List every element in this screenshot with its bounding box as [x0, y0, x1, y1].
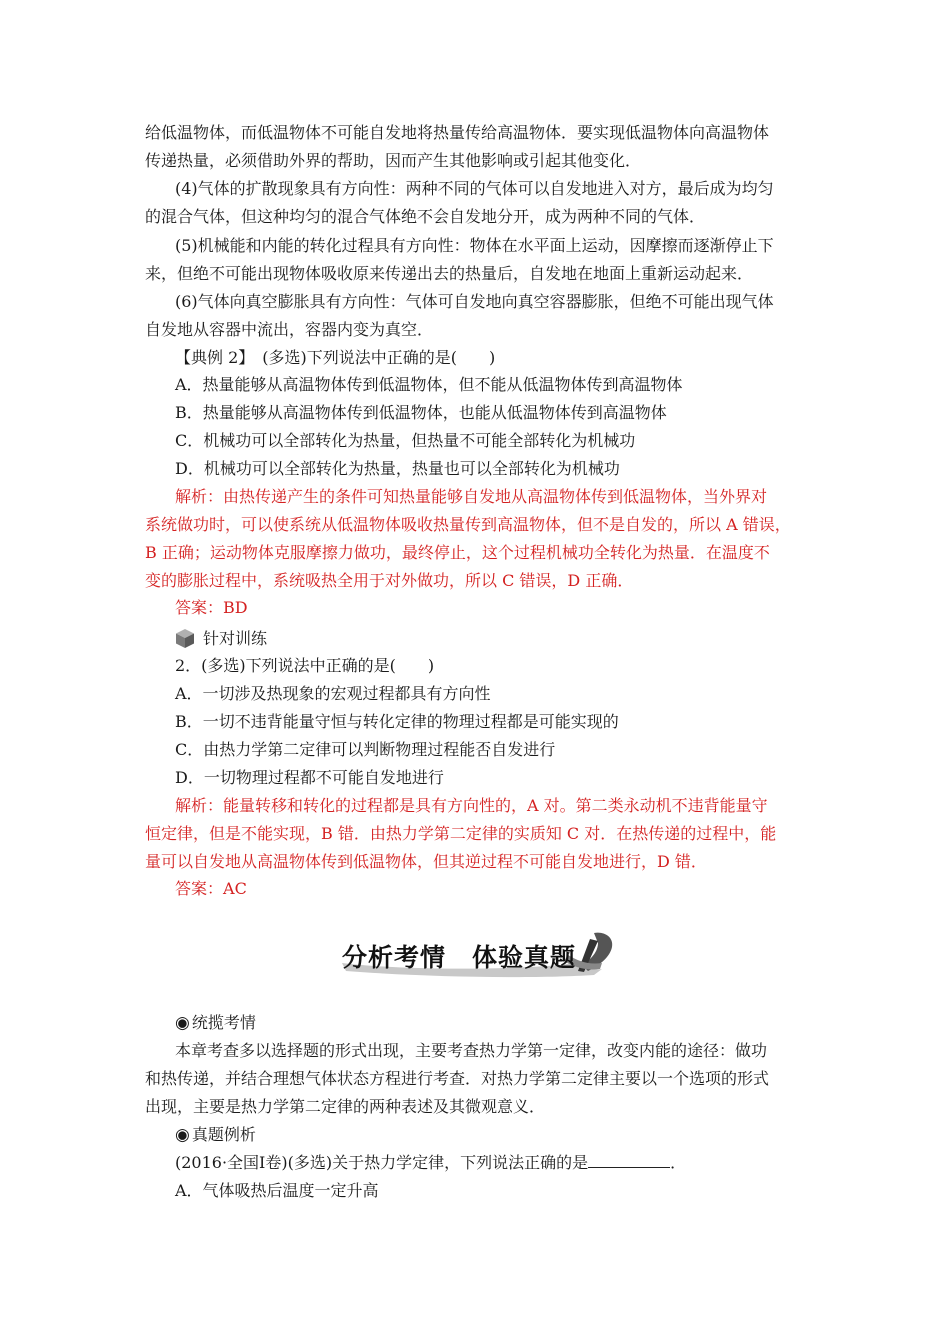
training-analysis-line: 量可以自发地从高温物体传到低温物体，但其逆过程不可能自发地进行，D 错．	[145, 852, 707, 871]
example-2-analysis-line: 变的膨胀过程中，系统吸热全用于对外做功，所以 C 错误，D 正确．	[145, 571, 634, 590]
training-answer	[175, 879, 247, 899]
item-5-line: 来，但绝不可能出现物体吸收原来传递出去的热量后，自发地在地面上重新运动起来．	[145, 264, 754, 283]
item-4-line: 的混合气体，但这种均匀的混合气体绝不会自发地分开，成为两种不同的气体．	[145, 207, 706, 226]
overview-line: 出现，主要是热力学第二定律的两种表述及其微观意义．	[145, 1097, 546, 1116]
item-5-line: (5)机械能和内能的转化过程具有方向性：物体在水平面上运动，因摩擦而逐渐停止下	[175, 236, 774, 255]
answer-value: AC	[223, 879, 247, 898]
training-analysis-line: 恒定律，但是不能实现，B 错．由热力学第二定律的实质知 C 对．在热传递的过程中，能	[145, 824, 777, 843]
para-line: 给低温物体，而低温物体不可能自发地将热量传给高温物体．要实现低温物体向高温物体	[145, 123, 770, 142]
real-exam-heading-label: 真题例析	[191, 1125, 256, 1144]
example-2-option-a: A．热量能够从高温物体传到低温物体，但不能从低温物体传到高温物体	[175, 375, 683, 394]
item-4-line: (4)气体的扩散现象具有方向性：两种不同的气体可以自发地进入对方，最后成为均匀	[175, 179, 774, 198]
section-banner-title: 分析考情 体验真题	[342, 943, 577, 972]
real-exam-option-a: A．气体吸热后温度一定升高	[175, 1181, 379, 1200]
target-bullet-icon: ◉	[175, 1125, 190, 1145]
real-exam-question-text: (2016·全国Ⅰ卷)(多选)关于热力学定律，下列说法正确的是	[175, 1153, 589, 1172]
answer-value: BD	[223, 598, 248, 617]
para-line: 传递热量，必须借助外界的帮助，因而产生其他影响或引起其他变化．	[145, 151, 642, 170]
target-bullet-icon: ◉	[175, 1013, 190, 1033]
answer-label: 答案：	[175, 598, 224, 617]
example-2-title: 【典例 2】 (多选)下列说法中正确的是( )	[175, 348, 496, 367]
answer-label: 答案：	[175, 879, 224, 898]
overview-line: 和热传递，并结合理想气体状态方程进行考查．对热力学第二定律主要以一个选项的形式	[145, 1069, 770, 1088]
overview-heading	[175, 1013, 256, 1033]
overview-line: 本章考查多以选择题的形式出现，主要考查热力学第一定律，改变内能的途径：做功	[175, 1041, 768, 1060]
item-6-line: 自发地从容器中流出，容器内变为真空．	[145, 320, 434, 339]
example-2-option-d: D．机械功可以全部转化为热量，热量也可以全部转化为机械功	[175, 459, 620, 478]
real-exam-heading	[175, 1125, 256, 1145]
training-option-a: A．一切涉及热现象的宏观过程都具有方向性	[175, 684, 491, 703]
example-2-analysis-line: 系统做功时，可以使系统从低温物体吸收热量传到高温物体，但不是自发的，所以 A 错误，	[145, 515, 791, 534]
training-option-c: C．由热力学第二定律可以判断物理过程能否自发进行	[175, 740, 556, 759]
example-2-answer	[175, 598, 248, 618]
overview-heading-label: 统揽考情	[191, 1013, 256, 1032]
answer-blank	[588, 1153, 670, 1168]
training-heading: 针对训练	[203, 629, 268, 648]
example-2-option-c: C．机械功可以全部转化为热量，但热量不可能全部转化为机械功	[175, 431, 636, 450]
example-2-option-b: B．热量能够从高温物体传到低温物体，也能从低温物体传到高温物体	[175, 403, 667, 422]
cube-icon	[174, 627, 196, 649]
training-analysis-line: 解析：能量转移和转化的过程都是具有方向性的，A 对。第二类永动机不违背能量守	[175, 796, 768, 815]
training-option-d: D．一切物理过程都不可能自发地进行	[175, 768, 444, 787]
training-question: 2．(多选)下列说法中正确的是( )	[175, 656, 435, 675]
example-2-analysis-line: 解析：由热传递产生的条件可知热量能够自发地从高温物体传到低温物体，当外界对	[175, 487, 768, 506]
item-6-line: (6)气体向真空膨胀具有方向性：气体可自发地向真空容器膨胀，但绝不可能出现气体	[175, 292, 774, 311]
real-exam-question	[175, 1153, 686, 1173]
real-exam-question-end: ．	[670, 1153, 687, 1172]
training-option-b: B．一切不违背能量守恒与转化定律的物理过程都是可能实现的	[175, 712, 619, 731]
example-2-analysis-line: B 正确；运动物体克服摩擦力做功，最终停止，这个过程机械功全转化为热量．在温度不	[145, 543, 770, 562]
